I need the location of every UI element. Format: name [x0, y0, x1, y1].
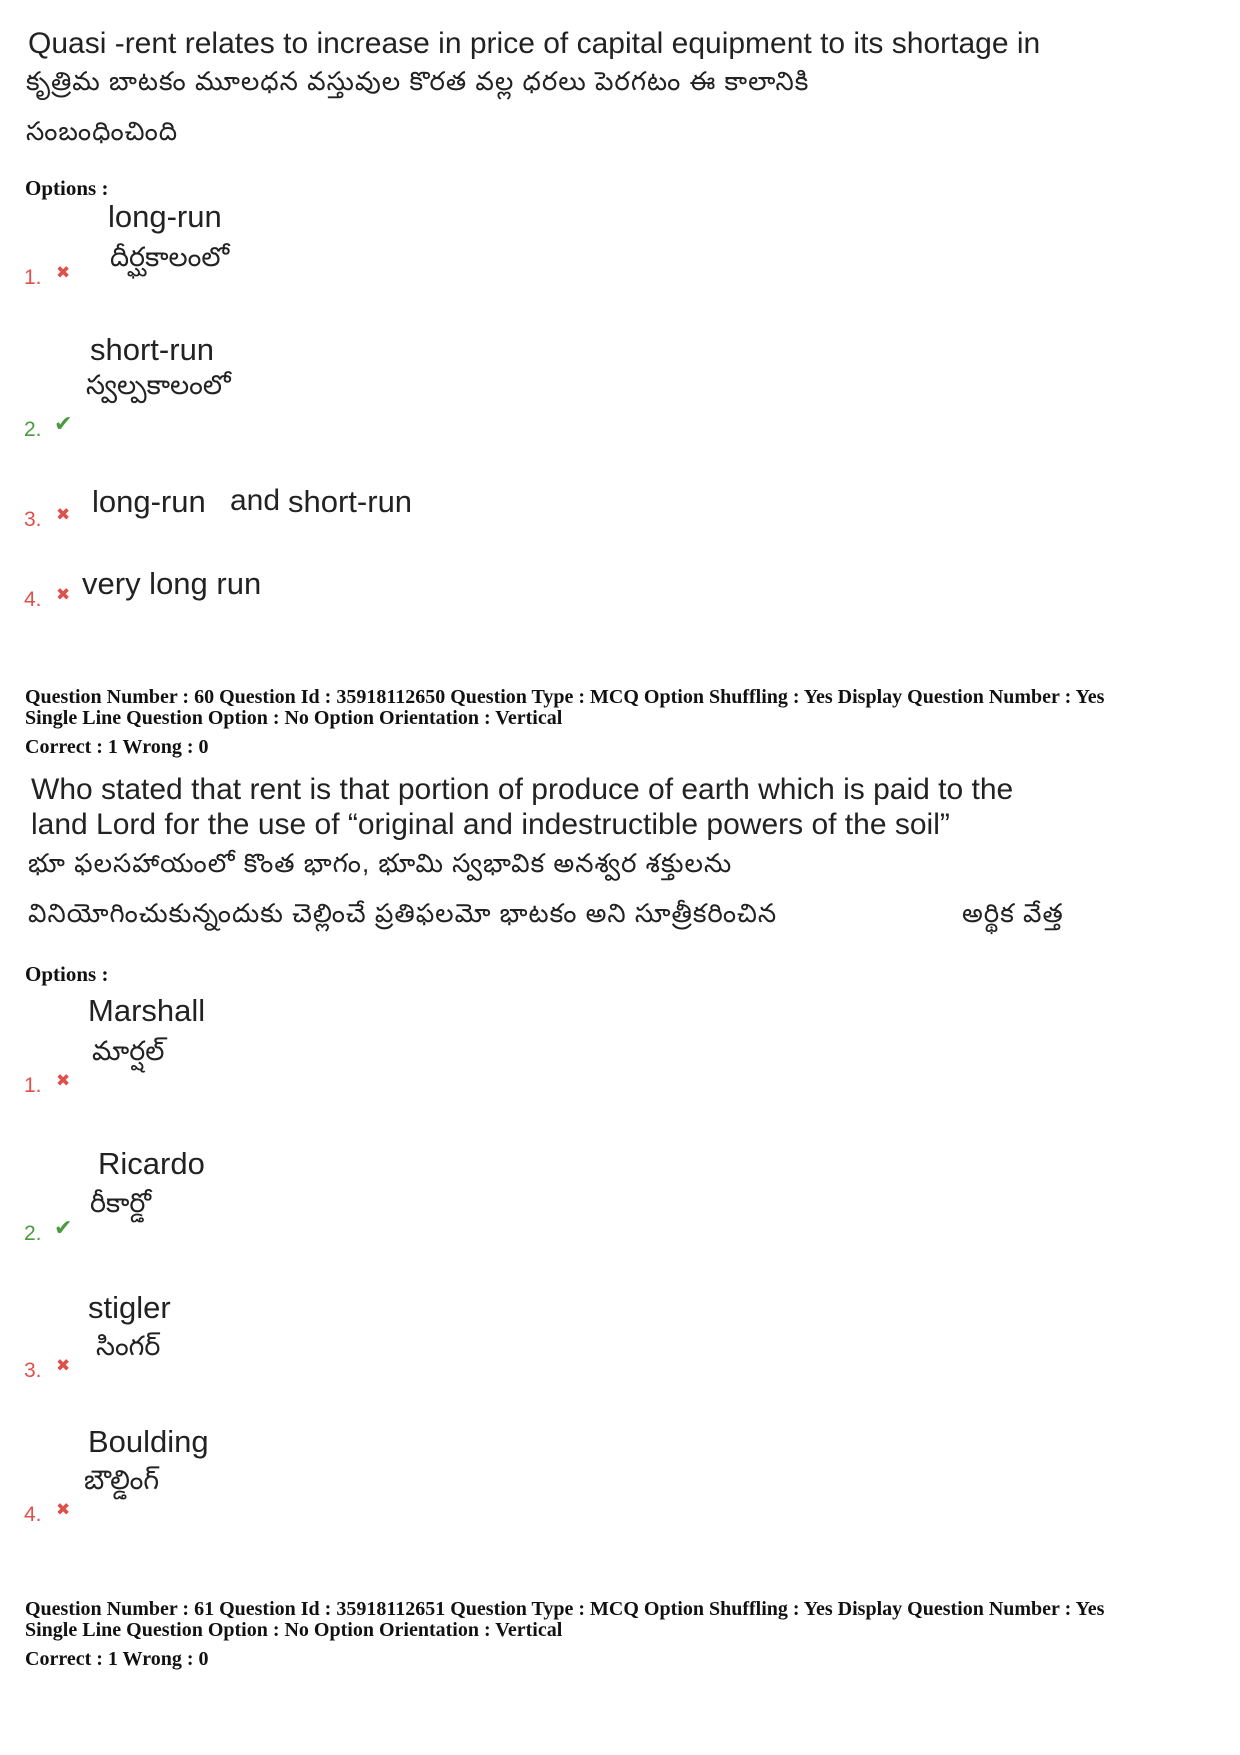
- question-text-te: భూ ఫలసహాయంలో కొంత భాగం, భూమి స్వభావిక అనశ్వర శక్తులను: [28, 848, 733, 878]
- option-2-number: 2.: [24, 418, 42, 441]
- question-text-te-tail: అర్థిక వేత్త: [962, 898, 1064, 928]
- question-meta-line2: Single Line Question Option : No Option Orientation : Vertical: [25, 1619, 563, 1641]
- wrong-mark-icon: ✖: [56, 1071, 71, 1090]
- question-meta-line1: Question Number : 60 Question Id : 35918112650 Question Type : MCQ Option Shuffling : Yes Display Question Number : Yes: [25, 686, 1105, 708]
- option-4-text-te: బౌల్డింగ్: [84, 1465, 160, 1495]
- wrong-mark-icon: ✖: [56, 505, 71, 524]
- option-3-text-te: సింగర్: [96, 1331, 161, 1361]
- option-1-number: 1.: [24, 266, 42, 289]
- question-score-line: Correct : 1 Wrong : 0: [25, 736, 209, 758]
- option-1-text-te: మార్షల్: [92, 1036, 165, 1066]
- option-1-text-en: long-run: [108, 199, 222, 234]
- option-3-number: 3.: [24, 1359, 42, 1382]
- option-4-number: 4.: [24, 1503, 42, 1526]
- option-3-number: 3.: [24, 508, 42, 531]
- question-text-en: Quasi -rent relates to increase in price of capital equipment to its shortage in: [28, 27, 1041, 60]
- wrong-mark-icon: ✖: [56, 585, 71, 604]
- option-3-text-part3: short-run: [288, 484, 413, 519]
- options-label: Options :: [25, 176, 109, 200]
- question-meta-line1: Question Number : 61 Question Id : 35918112651 Question Type : MCQ Option Shuffling : Yes Display Question Number : Yes: [25, 1598, 1105, 1620]
- option-1-number: 1.: [24, 1074, 42, 1097]
- option-4-text-en: Boulding: [88, 1424, 209, 1459]
- option-3-text-part1: long-run: [92, 484, 206, 519]
- question-score-line: Correct : 1 Wrong : 0: [25, 1648, 209, 1670]
- wrong-mark-icon: ✖: [56, 1356, 71, 1375]
- option-4-number: 4.: [24, 588, 42, 611]
- option-3-text-part2: and: [230, 484, 281, 517]
- correct-check-icon: ✔: [54, 411, 73, 436]
- option-2-number: 2.: [24, 1222, 42, 1245]
- option-1-text-en: Marshall: [88, 993, 206, 1028]
- question-text-te-continued: సంబంధించింది: [26, 116, 179, 146]
- options-label: Options :: [25, 962, 109, 986]
- option-4-text-en: very long run: [82, 566, 262, 601]
- option-1-text-te: దీర్ఘకాలంలో: [110, 242, 230, 272]
- option-2-text-en: short-run: [90, 332, 215, 367]
- option-2-text-te: స్వల్పకాలంలో: [86, 370, 231, 400]
- wrong-mark-icon: ✖: [56, 1500, 71, 1519]
- question-text-en-continued: land Lord for the use of “original and indestructible powers of the soil”: [31, 808, 950, 841]
- question-meta-line2: Single Line Question Option : No Option Orientation : Vertical: [25, 707, 563, 729]
- option-2-text-te: రీకార్డో: [90, 1188, 152, 1218]
- wrong-mark-icon: ✖: [56, 263, 71, 282]
- question-text-te-continued: వినియోగించుకున్నందుకు చెల్లించే ప్రతిఫలమో భాటకం అని సూత్రీకరించిన: [28, 898, 778, 928]
- correct-check-icon: ✔: [54, 1215, 73, 1240]
- option-2-text-en: Ricardo: [98, 1146, 205, 1181]
- question-text-en: Who stated that rent is that portion of produce of earth which is paid to the: [31, 773, 1014, 806]
- option-3-text-en: stigler: [88, 1290, 171, 1325]
- question-text-te: కృత్రిమ బాటకం మూలధన వస్తువుల కొరత వల్ల ధరలు పెరగటం ఈ కాలానికి: [26, 66, 810, 96]
